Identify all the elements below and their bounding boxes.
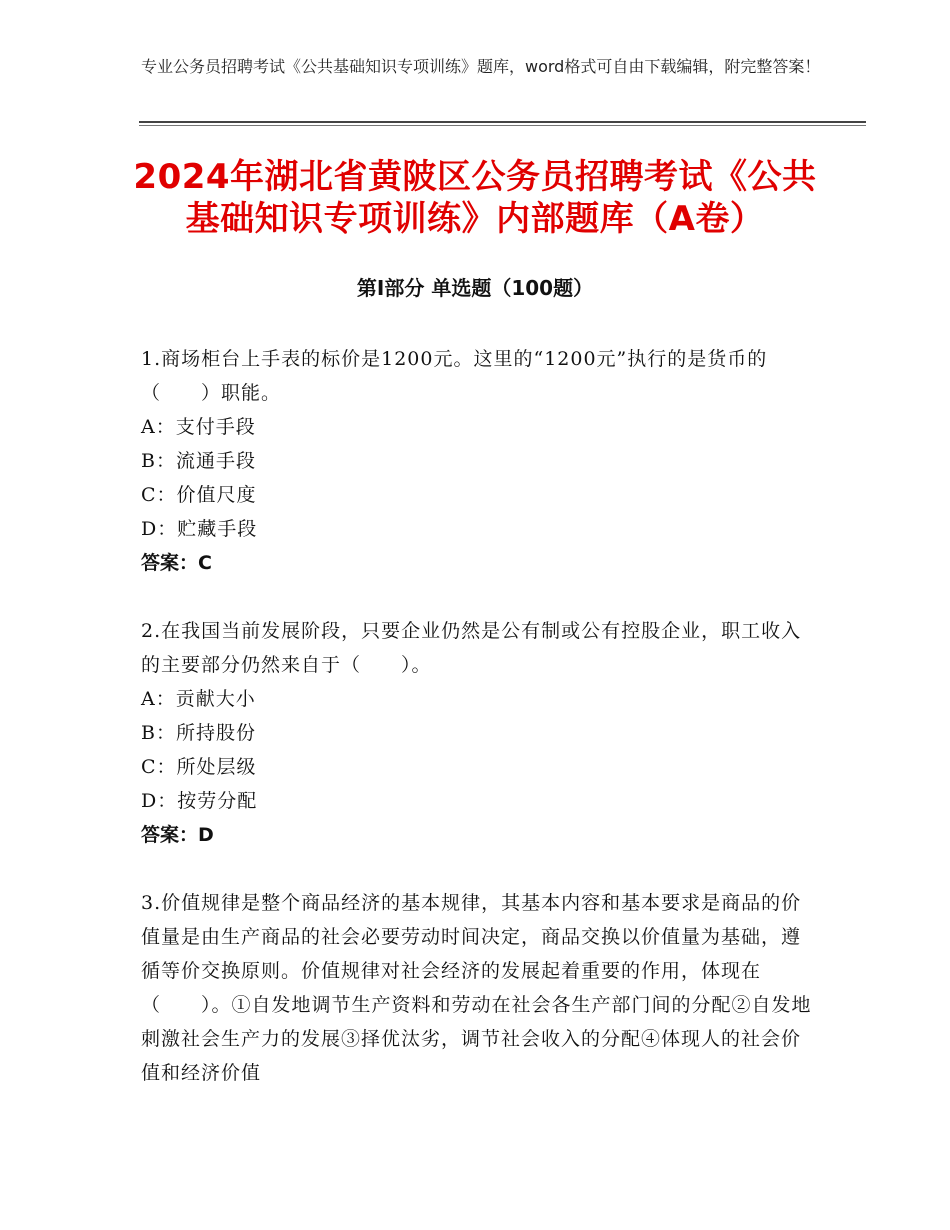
answer: 答案：C [141,552,212,574]
question-text: 1.商场柜台上手表的标价是1200元。这里的“1200元”执行的是货币的（ ）职能。 [141,348,768,404]
question-3 [141,886,816,1090]
question-2 [141,614,816,852]
header-rule-thin [139,125,866,126]
header-rule-thick [139,121,866,123]
question-list [141,342,816,1124]
question-text: 2.在我国当前发展阶段，只要企业仍然是公有制或公有控股企业，职工收入的主要部分仍然来自于（ ）。 [141,620,802,676]
question-1 [141,342,816,580]
option-c: C：价值尺度 [141,484,257,506]
option-c: C：所处层级 [141,756,257,778]
answer: 答案：D [141,824,214,846]
option-d: D：按劳分配 [141,790,258,812]
question-text: 3.价值规律是整个商品经济的基本规律，其基本内容和基本要求是商品的价值量是由生产商品的社会必要劳动时间决定，商品交换以价值量为基础，遵循等价交换原则。价值规律对社会经济的发展起着重要的作用，体现在（ ）。①自发地调节生产资料和劳动在社会各生产部门间的分配②自发地刺激社会生产力的发展③择优汰劣，调节社会收入的分配④体现人的社会价值和经济价值 [141,892,812,1084]
header-note: 专业公务员招聘考试《公共基础知识专项训练》题库，word格式可自由下载编辑，附完整答案！ [141,57,821,76]
option-a: A：支付手段 [141,416,256,438]
option-a: A：贡献大小 [141,688,256,710]
option-b: B：所持股份 [141,722,256,744]
section-title: 第Ⅰ部分 单选题（100题） [356,276,594,300]
document-title: 2024年湖北省黄陂区公务员招聘考试《公共基础知识专项训练》内部题库（A卷） [133,157,817,239]
option-d: D：贮藏手段 [141,518,258,540]
option-b: B：流通手段 [141,450,256,472]
